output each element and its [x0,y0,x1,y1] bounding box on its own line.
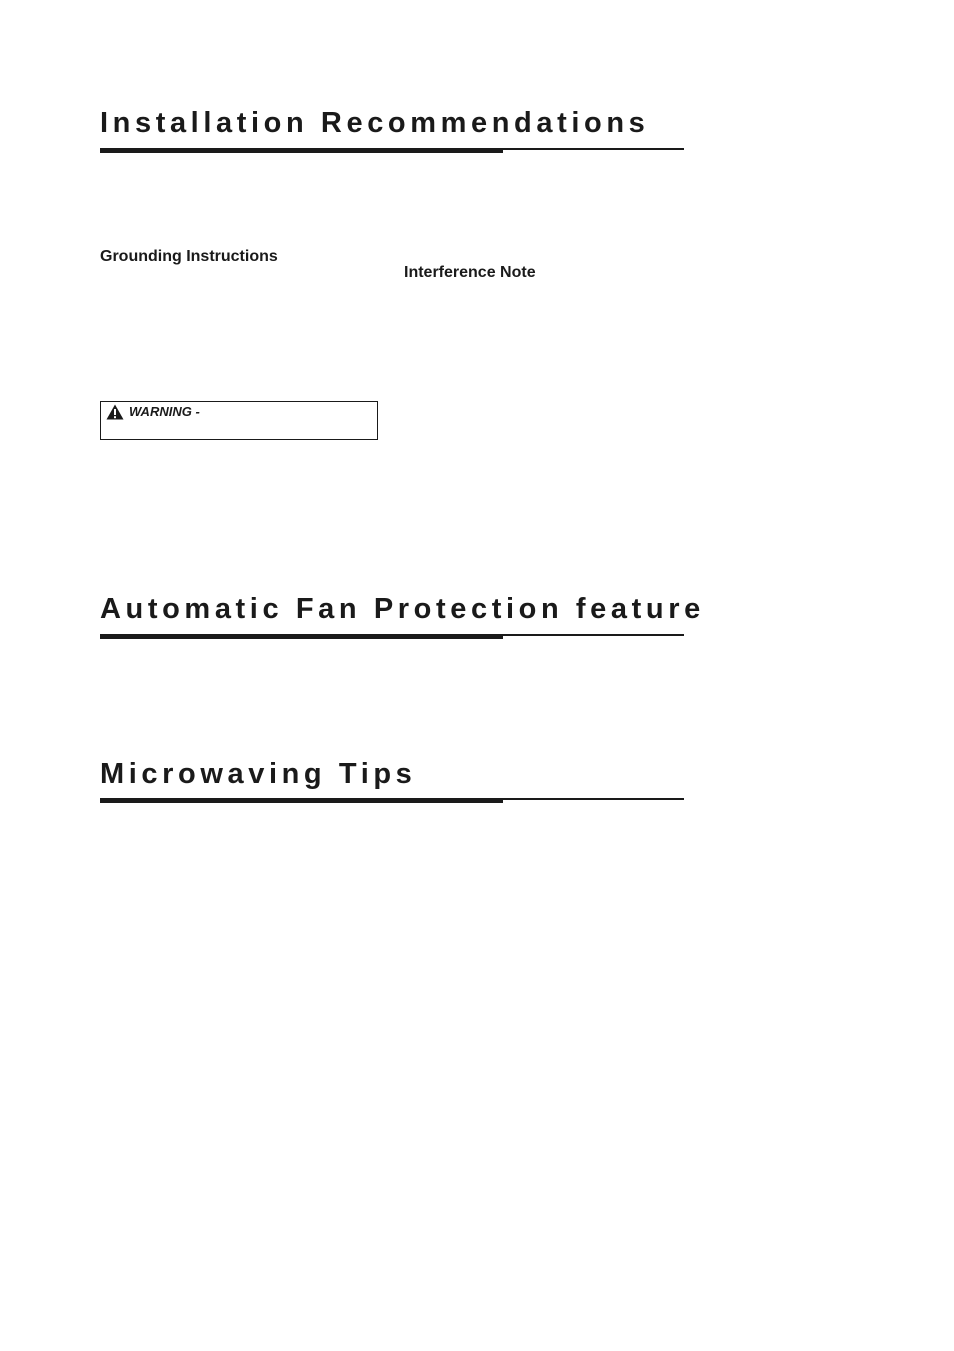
grounding-instructions-heading: Grounding Instructions [100,248,278,265]
fan-protection-title: Automatic Fan Protection feature [100,593,705,625]
installation-recommendations-title: Installation Recommendations [100,107,650,139]
rule-thick-segment [100,148,503,153]
warning-triangle-icon [106,404,124,420]
rule-thick-segment [100,798,503,803]
microwaving-tips-title: Microwaving Tips [100,758,417,790]
fan-protection-title-rule [100,634,684,640]
warning-label: WARNING - [129,404,200,419]
rule-thick-segment [100,634,503,639]
installation-title-rule [100,148,684,154]
microwaving-tips-title-rule [100,798,684,804]
rule-thin-segment [503,798,684,800]
rule-thin-segment [503,634,684,636]
warning-box [100,401,378,440]
interference-note-heading: Interference Note [404,264,536,281]
rule-thin-segment [503,148,684,150]
